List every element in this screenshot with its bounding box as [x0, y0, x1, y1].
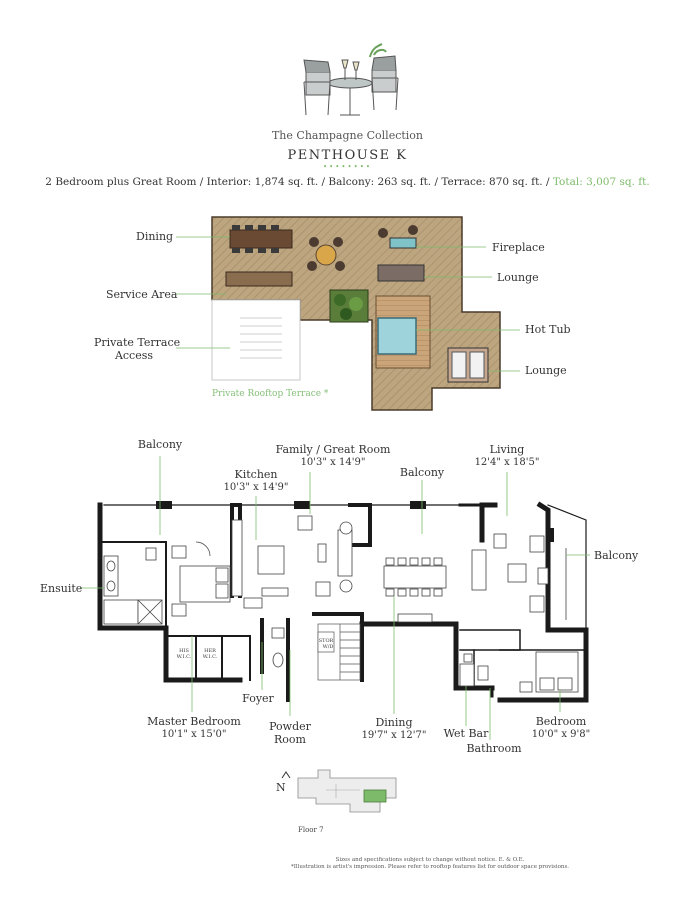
label-his-wic-line1: HIS	[179, 648, 189, 654]
label-private-terrace-access-line2: Access	[114, 349, 154, 362]
rooftop-caption: Private Rooftop Terrace *	[212, 389, 329, 399]
label-master-bedroom: Master Bedroom	[147, 715, 241, 728]
label-private-terrace-access-line1: Private Terrace	[94, 336, 181, 349]
label-living-dim: 12'4" x 18'5"	[474, 457, 540, 468]
label-her-wic-line2: W.I.C.	[202, 654, 218, 660]
label-his-wic-line2: W.I.C.	[176, 654, 192, 660]
specs-total: Total: 3,007 sq. ft.	[552, 176, 650, 188]
label-foyer: Foyer	[242, 692, 274, 705]
footnote-line1: Sizes and specifications subject to change without notice. E. & O.E.	[335, 857, 525, 863]
label-family-dim: 10'3" x 14'9"	[300, 457, 366, 468]
label-balcony-right: Balcony	[594, 549, 639, 562]
label-bathroom: Bathroom	[466, 742, 522, 755]
label-living: Living	[489, 443, 525, 456]
label-kitchen: Kitchen	[234, 468, 278, 481]
label-balcony-left: Balcony	[137, 438, 183, 451]
north-label: N	[276, 781, 286, 794]
label-her-wic-line1: HER	[204, 648, 216, 654]
collection-title: The Champagne Collection	[271, 129, 424, 142]
label-bedroom-dim: 10'0" x 9'8"	[531, 729, 591, 740]
label-bedroom: Bedroom	[535, 715, 587, 728]
plan-name: PENTHOUSE K	[287, 148, 408, 163]
label-powder-line1: Powder	[269, 720, 311, 733]
floor-label: Floor 7	[298, 826, 324, 834]
label-lounge-bottom: Lounge	[525, 364, 567, 377]
label-family-room: Family / Great Room	[275, 443, 391, 456]
label-master-dim: 10'1" x 15'0"	[161, 729, 227, 740]
label-balcony-mid: Balcony	[399, 466, 445, 479]
key-plan-unit-highlight	[364, 790, 386, 802]
label-stor: STOR	[318, 638, 334, 644]
label-lounge-top: Lounge	[497, 271, 539, 284]
label-service-area: Service Area	[106, 288, 178, 301]
label-hot-tub: Hot Tub	[525, 323, 571, 336]
label-fireplace: Fireplace	[492, 241, 545, 254]
label-wd: W/D	[322, 644, 334, 650]
footnote	[200, 857, 660, 871]
label-dining-dim: 19'7" x 12'7"	[361, 730, 427, 741]
separator-dots: ••••••••	[322, 163, 373, 171]
footnote-line2: *Illustration is artist's impression. Please refer to rooftop features list for outdoor space provisions.	[290, 864, 570, 870]
label-rooftop-dining: Dining	[136, 230, 174, 243]
label-wet-bar: Wet Bar	[443, 727, 489, 740]
north-arrow-icon	[282, 772, 290, 778]
label-dining: Dining	[375, 716, 413, 729]
label-kitchen-dim: 10'3" x 14'9"	[223, 482, 289, 493]
specs-text: 2 Bedroom plus Great Room / Interior: 1,874 sq. ft. / Balcony: 263 sq. ft. / Terrace: 870 sq. ft. /	[45, 176, 553, 188]
label-powder-line2: Room	[274, 733, 306, 746]
label-ensuite: Ensuite	[40, 582, 83, 595]
